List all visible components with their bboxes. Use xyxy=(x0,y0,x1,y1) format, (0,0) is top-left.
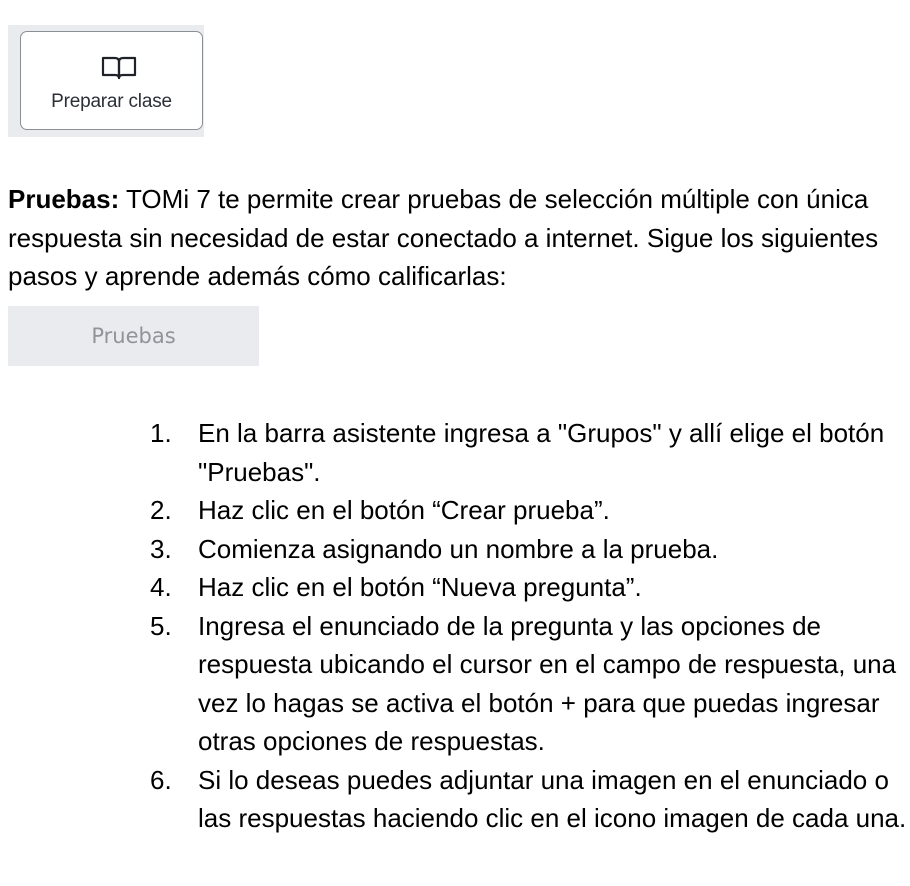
step-text: Comienza asignando un nombre a la prueba. xyxy=(198,533,719,564)
step-text: Haz clic en el botón “Crear prueba”. xyxy=(198,495,610,525)
book-open-icon xyxy=(100,54,138,82)
step-number: 1. xyxy=(150,418,172,448)
pruebas-button[interactable]: Pruebas xyxy=(8,306,259,366)
step-number: 4. xyxy=(150,572,172,602)
list-item xyxy=(150,607,910,761)
intro-paragraph xyxy=(8,180,908,296)
list-item xyxy=(150,761,910,838)
list-item xyxy=(150,568,910,607)
preparar-clase-panel xyxy=(8,25,204,137)
step-text: Haz clic en el botón “Nueva pregunta”. xyxy=(198,572,642,602)
intro-bold-label: Pruebas: xyxy=(8,184,120,214)
intro-text: TOMi 7 te permite crear pruebas de selección múltiple con única respuesta sin necesidad de estar conectado a internet. Sigue los siguientes pasos y aprende además cómo calificarlas: xyxy=(8,184,879,291)
step-number: 3. xyxy=(150,533,172,564)
list-item xyxy=(150,530,910,569)
step-number: 2. xyxy=(150,495,172,525)
list-item xyxy=(150,414,910,491)
list-item xyxy=(150,491,910,530)
step-text: Si lo deseas puedes adjuntar una imagen en el enunciado o las respuestas haciendo clic en el icono imagen de cada una. xyxy=(198,764,907,833)
preparar-clase-label: Preparar clase xyxy=(51,91,172,112)
steps-list xyxy=(150,414,910,838)
step-number: 5. xyxy=(150,610,172,641)
step-number: 6. xyxy=(150,764,172,795)
step-text: En la barra asistente ingresa a "Grupos" y allí elige el botón "Pruebas". xyxy=(198,418,885,487)
step-text: Ingresa el enunciado de la pregunta y las opciones de respuesta ubicando el cursor en el campo de respuesta, una vez lo hagas se activa el botón + para que puedas ingresar otras opciones de respuestas. xyxy=(198,610,897,756)
preparar-clase-button[interactable] xyxy=(20,31,203,130)
